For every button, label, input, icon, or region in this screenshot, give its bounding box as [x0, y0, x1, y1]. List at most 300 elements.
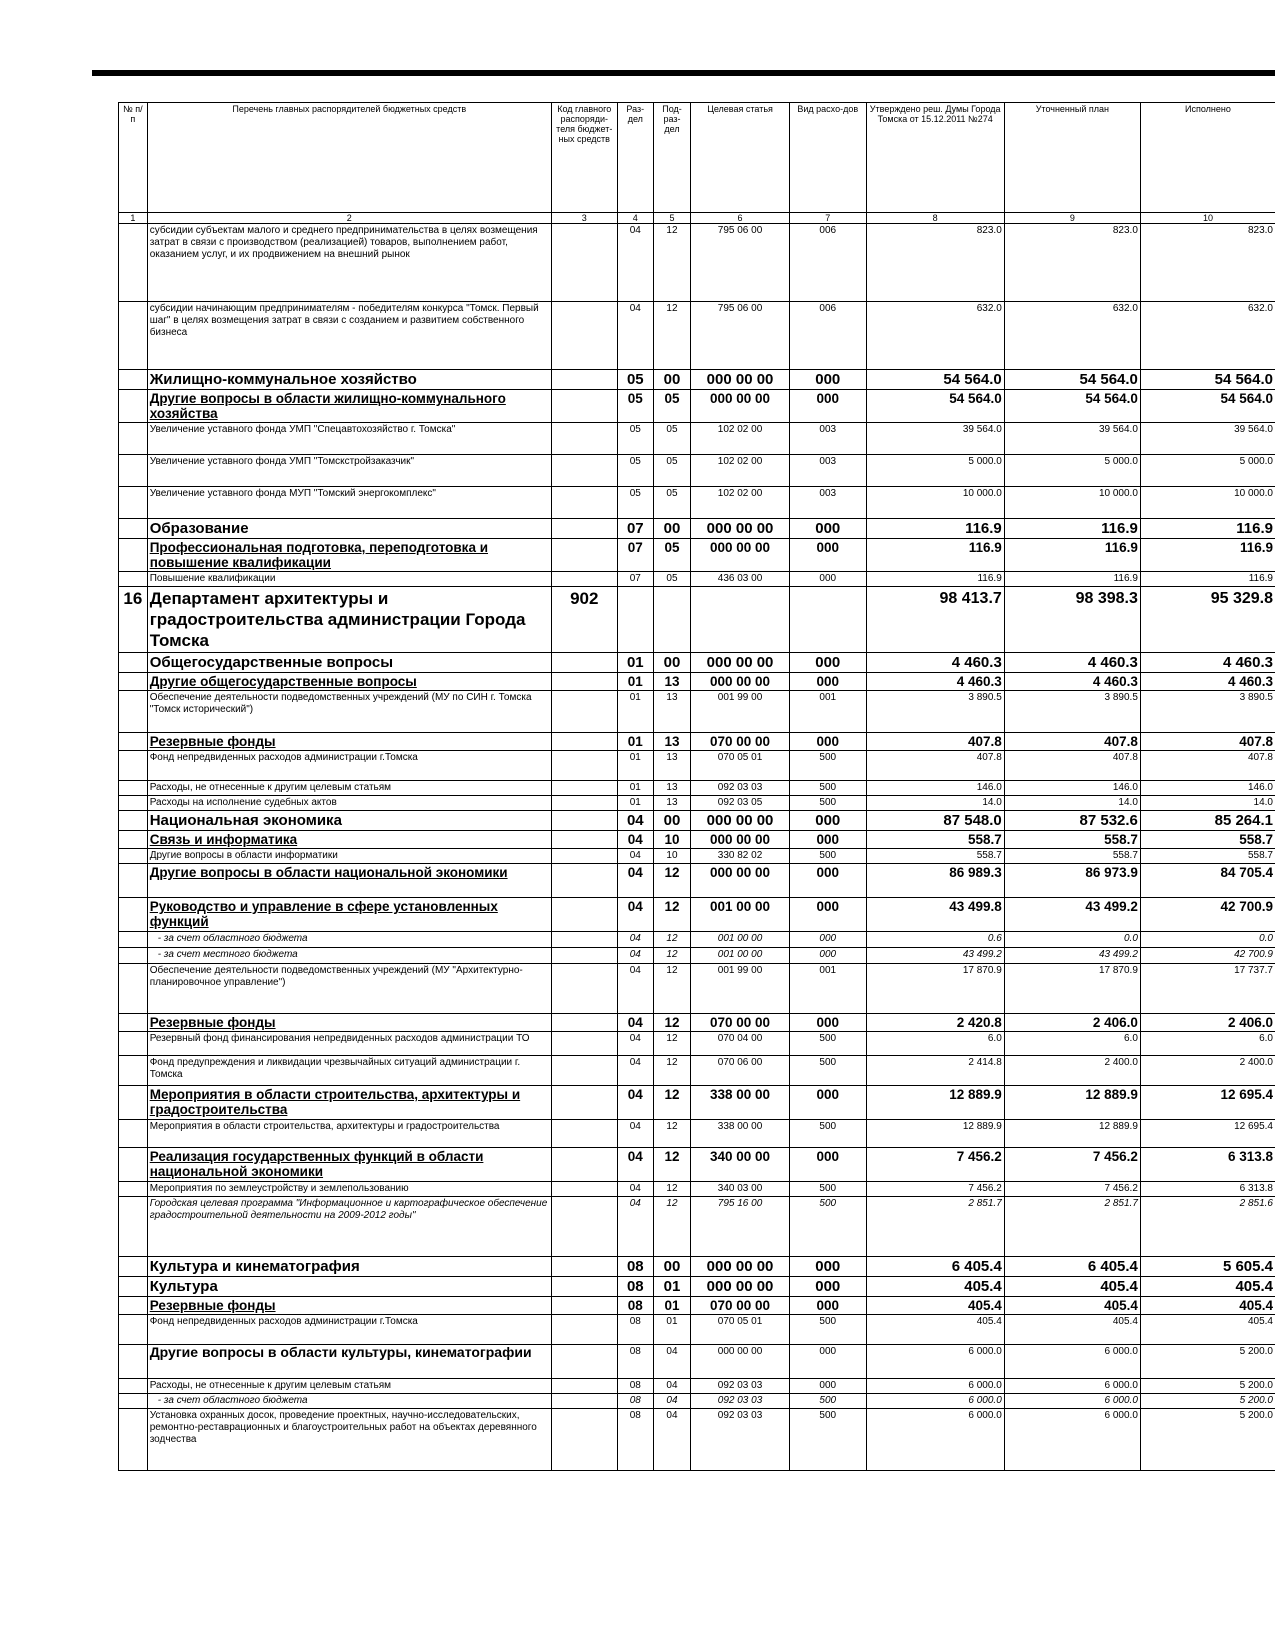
row-code	[551, 691, 617, 733]
row-razdel: 01	[617, 691, 653, 733]
row-razdel: 04	[617, 864, 653, 898]
row-article: 102 02 00	[691, 487, 790, 519]
row-code	[551, 1056, 617, 1086]
row-razdel: 04	[617, 1086, 653, 1120]
row-article: 000 00 00	[691, 673, 790, 691]
row-done: 4 460.3	[1140, 673, 1275, 691]
header-name: Перечень главных распорядителей бюджетных средств	[147, 103, 551, 213]
row-vid: 003	[789, 423, 866, 455]
row-done: 85 264.1	[1140, 811, 1275, 831]
row-code	[551, 898, 617, 932]
table-row	[119, 849, 1275, 864]
row-vid: 000	[789, 390, 866, 423]
row-code	[551, 1014, 617, 1032]
row-plan: 6 000.0	[1004, 1394, 1140, 1409]
row-podrazdel: 12	[653, 864, 690, 898]
row-article: 070 04 00	[691, 1032, 790, 1056]
row-name: Резервные фонды	[147, 1014, 551, 1032]
row-num	[119, 423, 148, 455]
row-article: 092 03 05	[691, 796, 790, 811]
row-article: 338 00 00	[691, 1120, 790, 1148]
row-podrazdel: 12	[653, 1148, 690, 1182]
row-razdel: 04	[617, 932, 653, 948]
row-vid: 000	[789, 370, 866, 390]
row-name: Установка охранных досок, проведение проектных, научно-исследовательских, ремонтно-реставрационных и благоустроительных работ на объектах деревянного зодчества	[147, 1409, 551, 1471]
row-article: 092 03 03	[691, 1379, 790, 1394]
row-razdel: 07	[617, 572, 653, 587]
header-vid: Вид расхо-дов	[789, 103, 866, 213]
row-podrazdel: 00	[653, 811, 690, 831]
table-row	[119, 224, 1275, 302]
row-num	[119, 224, 148, 302]
row-code	[551, 1032, 617, 1056]
row-podrazdel: 01	[653, 1297, 690, 1315]
row-code	[551, 751, 617, 781]
row-razdel: 07	[617, 539, 653, 572]
row-name: Департамент архитектуры и градостроительства администрации Города Томска	[147, 587, 551, 653]
row-name: Профессиональная подготовка, переподготовка и повышение квалификации	[147, 539, 551, 572]
row-done: 405.4	[1140, 1297, 1275, 1315]
row-article: 000 00 00	[691, 1277, 790, 1297]
table-row	[119, 302, 1275, 370]
table-row	[119, 1086, 1275, 1120]
row-name: Культура	[147, 1277, 551, 1297]
row-done: 632.0	[1140, 302, 1275, 370]
row-article: 000 00 00	[691, 519, 790, 539]
table-row	[119, 539, 1275, 572]
row-podrazdel: 13	[653, 733, 690, 751]
table-row	[119, 423, 1275, 455]
row-approved: 12 889.9	[866, 1120, 1004, 1148]
row-plan: 14.0	[1004, 796, 1140, 811]
row-plan: 4 460.3	[1004, 673, 1140, 691]
table-row	[119, 1148, 1275, 1182]
row-razdel: 08	[617, 1315, 653, 1345]
table-row	[119, 653, 1275, 673]
row-vid: 000	[789, 1148, 866, 1182]
row-code	[551, 733, 617, 751]
row-article	[691, 587, 790, 653]
table-row	[119, 932, 1275, 948]
row-razdel: 04	[617, 1148, 653, 1182]
table-row	[119, 1014, 1275, 1032]
row-done: 5 200.0	[1140, 1379, 1275, 1394]
row-num	[119, 751, 148, 781]
row-article: 092 03 03	[691, 1394, 790, 1409]
row-podrazdel: 12	[653, 964, 690, 1014]
row-plan: 6 000.0	[1004, 1345, 1140, 1379]
row-code	[551, 302, 617, 370]
row-done: 12 695.4	[1140, 1086, 1275, 1120]
header-code: Код главного распоряди-теля бюджет-ных средств	[551, 103, 617, 213]
colnum-10: 10	[1140, 213, 1275, 224]
row-done: 558.7	[1140, 849, 1275, 864]
row-vid: 500	[789, 1120, 866, 1148]
row-vid: 000	[789, 1257, 866, 1277]
row-approved: 39 564.0	[866, 423, 1004, 455]
row-plan: 3 890.5	[1004, 691, 1140, 733]
row-num	[119, 781, 148, 796]
row-plan: 6.0	[1004, 1032, 1140, 1056]
row-name: Обеспечение деятельности подведомственных учреждений (МУ "Архитектурно-планировочное управление")	[147, 964, 551, 1014]
row-vid: 000	[789, 673, 866, 691]
row-done: 4 460.3	[1140, 653, 1275, 673]
table-row	[119, 751, 1275, 781]
row-article: 436 03 00	[691, 572, 790, 587]
row-podrazdel: 01	[653, 1277, 690, 1297]
row-plan: 146.0	[1004, 781, 1140, 796]
row-num	[119, 1315, 148, 1345]
row-approved: 6 000.0	[866, 1379, 1004, 1394]
row-vid: 500	[789, 1197, 866, 1257]
row-article: 000 00 00	[691, 864, 790, 898]
column-numbers-row	[119, 213, 1275, 224]
row-razdel: 08	[617, 1345, 653, 1379]
row-num	[119, 733, 148, 751]
row-plan: 39 564.0	[1004, 423, 1140, 455]
row-vid: 000	[789, 1345, 866, 1379]
row-approved: 558.7	[866, 849, 1004, 864]
row-code	[551, 932, 617, 948]
row-done: 5 200.0	[1140, 1394, 1275, 1409]
row-podrazdel: 04	[653, 1409, 690, 1471]
row-num	[119, 673, 148, 691]
row-podrazdel: 12	[653, 932, 690, 948]
row-num	[119, 932, 148, 948]
table-row	[119, 796, 1275, 811]
row-article: 330 82 02	[691, 849, 790, 864]
row-num	[119, 691, 148, 733]
row-approved: 98 413.7	[866, 587, 1004, 653]
row-plan: 405.4	[1004, 1315, 1140, 1345]
row-razdel: 08	[617, 1277, 653, 1297]
table-row	[119, 1277, 1275, 1297]
row-name: Реализация государственных функций в области национальной экономики	[147, 1148, 551, 1182]
row-done: 116.9	[1140, 539, 1275, 572]
row-num	[119, 1379, 148, 1394]
row-razdel: 04	[617, 898, 653, 932]
row-approved: 6.0	[866, 1032, 1004, 1056]
row-done: 6 313.8	[1140, 1182, 1275, 1197]
row-approved: 558.7	[866, 831, 1004, 849]
row-razdel: 07	[617, 519, 653, 539]
row-razdel: 04	[617, 1056, 653, 1086]
row-razdel: 05	[617, 370, 653, 390]
row-razdel: 01	[617, 751, 653, 781]
row-name: Увеличение уставного фонда УМП "Спецавтохозяйство г. Томска"	[147, 423, 551, 455]
colnum-1: 1	[119, 213, 148, 224]
row-approved: 146.0	[866, 781, 1004, 796]
row-podrazdel: 13	[653, 796, 690, 811]
row-done: 5 605.4	[1140, 1257, 1275, 1277]
row-article: 092 03 03	[691, 781, 790, 796]
row-article: 000 00 00	[691, 539, 790, 572]
row-code	[551, 1315, 617, 1345]
row-plan: 407.8	[1004, 751, 1140, 781]
row-num	[119, 964, 148, 1014]
row-plan: 43 499.2	[1004, 948, 1140, 964]
row-done: 146.0	[1140, 781, 1275, 796]
row-num	[119, 539, 148, 572]
row-name: Культура и кинематография	[147, 1257, 551, 1277]
row-done: 42 700.9	[1140, 898, 1275, 932]
row-code	[551, 1409, 617, 1471]
row-name: Резервные фонды	[147, 1297, 551, 1315]
row-approved: 10 000.0	[866, 487, 1004, 519]
table-row	[119, 390, 1275, 423]
row-name: Связь и информатика	[147, 831, 551, 849]
row-razdel	[617, 587, 653, 653]
row-razdel: 04	[617, 831, 653, 849]
row-done: 14.0	[1140, 796, 1275, 811]
row-podrazdel: 12	[653, 224, 690, 302]
row-article: 000 00 00	[691, 831, 790, 849]
row-vid: 000	[789, 733, 866, 751]
row-razdel: 04	[617, 1014, 653, 1032]
row-code	[551, 423, 617, 455]
row-done: 2 406.0	[1140, 1014, 1275, 1032]
row-plan: 2 406.0	[1004, 1014, 1140, 1032]
row-plan: 2 851.7	[1004, 1197, 1140, 1257]
row-vid: 000	[789, 1086, 866, 1120]
row-code	[551, 1120, 617, 1148]
table-row	[119, 1345, 1275, 1379]
row-code	[551, 831, 617, 849]
row-name: субсидии субъектам малого и среднего предпринимательства в целях возмещения затрат в связи с производством (реализацией) товаров, выполнением работ, оказанием услуг, и их продвижением на внешний рынок	[147, 224, 551, 302]
row-num	[119, 1086, 148, 1120]
row-plan: 407.8	[1004, 733, 1140, 751]
table-row	[119, 1297, 1275, 1315]
row-podrazdel	[653, 587, 690, 653]
row-num	[119, 831, 148, 849]
row-podrazdel: 04	[653, 1394, 690, 1409]
row-razdel: 04	[617, 1120, 653, 1148]
row-plan: 43 499.2	[1004, 898, 1140, 932]
colnum-6: 6	[691, 213, 790, 224]
row-razdel: 05	[617, 423, 653, 455]
row-done: 17 737.7	[1140, 964, 1275, 1014]
row-name: Другие вопросы в области информатики	[147, 849, 551, 864]
row-approved: 6 000.0	[866, 1394, 1004, 1409]
row-code	[551, 1379, 617, 1394]
row-plan: 116.9	[1004, 519, 1140, 539]
row-vid: 000	[789, 932, 866, 948]
table-row	[119, 964, 1275, 1014]
row-done: 823.0	[1140, 224, 1275, 302]
row-podrazdel: 10	[653, 849, 690, 864]
row-approved: 4 460.3	[866, 653, 1004, 673]
header-podrazdel: Под-раз-дел	[653, 103, 690, 213]
row-razdel: 04	[617, 849, 653, 864]
row-article: 000 00 00	[691, 653, 790, 673]
row-article: 340 00 00	[691, 1148, 790, 1182]
row-num	[119, 1014, 148, 1032]
row-plan: 558.7	[1004, 831, 1140, 849]
row-article: 070 05 01	[691, 1315, 790, 1345]
row-done: 84 705.4	[1140, 864, 1275, 898]
row-code	[551, 849, 617, 864]
row-approved: 4 460.3	[866, 673, 1004, 691]
row-plan: 6 000.0	[1004, 1409, 1140, 1471]
row-vid: 003	[789, 487, 866, 519]
row-num	[119, 796, 148, 811]
header-razdel: Раз-дел	[617, 103, 653, 213]
row-name: Другие вопросы в области национальной экономики	[147, 864, 551, 898]
row-article: 340 03 00	[691, 1182, 790, 1197]
row-done: 405.4	[1140, 1277, 1275, 1297]
row-done: 3 890.5	[1140, 691, 1275, 733]
row-plan: 405.4	[1004, 1297, 1140, 1315]
row-code	[551, 1345, 617, 1379]
row-approved: 12 889.9	[866, 1086, 1004, 1120]
row-article: 001 99 00	[691, 964, 790, 1014]
row-approved: 405.4	[866, 1277, 1004, 1297]
table-row	[119, 948, 1275, 964]
row-podrazdel: 13	[653, 673, 690, 691]
row-done: 54 564.0	[1140, 370, 1275, 390]
table-row	[119, 898, 1275, 932]
row-article: 092 03 03	[691, 1409, 790, 1471]
row-num	[119, 898, 148, 932]
row-approved: 2 420.8	[866, 1014, 1004, 1032]
row-vid: 500	[789, 781, 866, 796]
row-podrazdel: 05	[653, 539, 690, 572]
row-name: Общегосударственные вопросы	[147, 653, 551, 673]
row-razdel: 04	[617, 1032, 653, 1056]
table-row	[119, 1394, 1275, 1409]
row-num	[119, 1120, 148, 1148]
row-approved: 6 000.0	[866, 1409, 1004, 1471]
row-podrazdel: 04	[653, 1345, 690, 1379]
row-razdel: 01	[617, 653, 653, 673]
table-body	[119, 224, 1275, 1471]
row-plan: 54 564.0	[1004, 390, 1140, 423]
row-code	[551, 1182, 617, 1197]
row-razdel: 01	[617, 673, 653, 691]
row-approved: 6 405.4	[866, 1257, 1004, 1277]
row-approved: 405.4	[866, 1297, 1004, 1315]
row-code	[551, 487, 617, 519]
row-code	[551, 811, 617, 831]
row-name: Увеличение уставного фонда УМП "Томскстройзаказчик"	[147, 455, 551, 487]
row-done: 558.7	[1140, 831, 1275, 849]
colnum-7: 7	[789, 213, 866, 224]
table-row	[119, 673, 1275, 691]
row-razdel: 05	[617, 487, 653, 519]
row-done: 6 313.8	[1140, 1148, 1275, 1182]
row-done: 407.8	[1140, 751, 1275, 781]
table-row	[119, 572, 1275, 587]
row-done: 116.9	[1140, 519, 1275, 539]
row-done: 12 695.4	[1140, 1120, 1275, 1148]
row-article: 102 02 00	[691, 423, 790, 455]
colnum-9: 9	[1004, 213, 1140, 224]
row-name: - за счет областного бюджета	[147, 1394, 551, 1409]
row-code	[551, 519, 617, 539]
row-approved: 14.0	[866, 796, 1004, 811]
row-num	[119, 455, 148, 487]
row-plan: 6 000.0	[1004, 1379, 1140, 1394]
row-podrazdel: 05	[653, 572, 690, 587]
row-name: Национальная экономика	[147, 811, 551, 831]
row-plan: 86 973.9	[1004, 864, 1140, 898]
row-vid: 500	[789, 1032, 866, 1056]
table-row	[119, 1379, 1275, 1394]
row-razdel: 08	[617, 1394, 653, 1409]
row-name: Расходы, не отнесенные к другим целевым статьям	[147, 781, 551, 796]
row-done: 10 000.0	[1140, 487, 1275, 519]
row-code	[551, 1297, 617, 1315]
row-vid: 500	[789, 1409, 866, 1471]
row-vid: 006	[789, 302, 866, 370]
row-vid: 000	[789, 864, 866, 898]
row-name: - за счет местного бюджета	[147, 948, 551, 964]
header-plan: Уточненный план	[1004, 103, 1140, 213]
row-plan: 116.9	[1004, 572, 1140, 587]
row-plan: 405.4	[1004, 1277, 1140, 1297]
row-plan: 7 456.2	[1004, 1182, 1140, 1197]
row-done: 54 564.0	[1140, 390, 1275, 423]
row-approved: 3 890.5	[866, 691, 1004, 733]
row-name: Резервные фонды	[147, 733, 551, 751]
row-vid: 500	[789, 751, 866, 781]
row-name: Обеспечение деятельности подведомственных учреждений (МУ по СИН г. Томска "Томск исторический")	[147, 691, 551, 733]
row-razdel: 08	[617, 1297, 653, 1315]
row-code	[551, 1277, 617, 1297]
row-podrazdel: 13	[653, 781, 690, 796]
row-code	[551, 673, 617, 691]
row-plan: 17 870.9	[1004, 964, 1140, 1014]
row-article: 000 00 00	[691, 1257, 790, 1277]
row-approved: 632.0	[866, 302, 1004, 370]
row-podrazdel: 12	[653, 302, 690, 370]
row-article: 001 99 00	[691, 691, 790, 733]
colnum-3: 3	[551, 213, 617, 224]
row-vid: 000	[789, 811, 866, 831]
row-code	[551, 539, 617, 572]
row-approved: 54 564.0	[866, 370, 1004, 390]
row-razdel: 04	[617, 302, 653, 370]
row-plan: 4 460.3	[1004, 653, 1140, 673]
row-num	[119, 1257, 148, 1277]
row-name: Повышение квалификации	[147, 572, 551, 587]
row-num: 16	[119, 587, 148, 653]
row-done: 2 851.6	[1140, 1197, 1275, 1257]
row-vid: 000	[789, 1014, 866, 1032]
row-vid	[789, 587, 866, 653]
row-done: 6.0	[1140, 1032, 1275, 1056]
row-num	[119, 1182, 148, 1197]
header-done: Исполнено	[1140, 103, 1275, 213]
row-num	[119, 849, 148, 864]
row-done: 95 329.8	[1140, 587, 1275, 653]
row-razdel: 05	[617, 455, 653, 487]
row-article: 000 00 00	[691, 811, 790, 831]
row-name: Образование	[147, 519, 551, 539]
row-approved: 5 000.0	[866, 455, 1004, 487]
row-plan: 558.7	[1004, 849, 1140, 864]
row-done: 42 700.9	[1140, 948, 1275, 964]
row-name: Мероприятия в области строительства, архитектуры и градостроительства	[147, 1086, 551, 1120]
top-rule	[92, 70, 1275, 76]
row-vid: 000	[789, 831, 866, 849]
row-num	[119, 948, 148, 964]
row-plan: 12 889.9	[1004, 1086, 1140, 1120]
row-name: субсидии начинающим предпринимателям - победителям конкурса "Томск. Первый шаг" в целях возмещения затрат в связи с созданием и развитием собственного бизнеса	[147, 302, 551, 370]
row-podrazdel: 12	[653, 1197, 690, 1257]
row-num	[119, 1409, 148, 1471]
table-row	[119, 1056, 1275, 1086]
